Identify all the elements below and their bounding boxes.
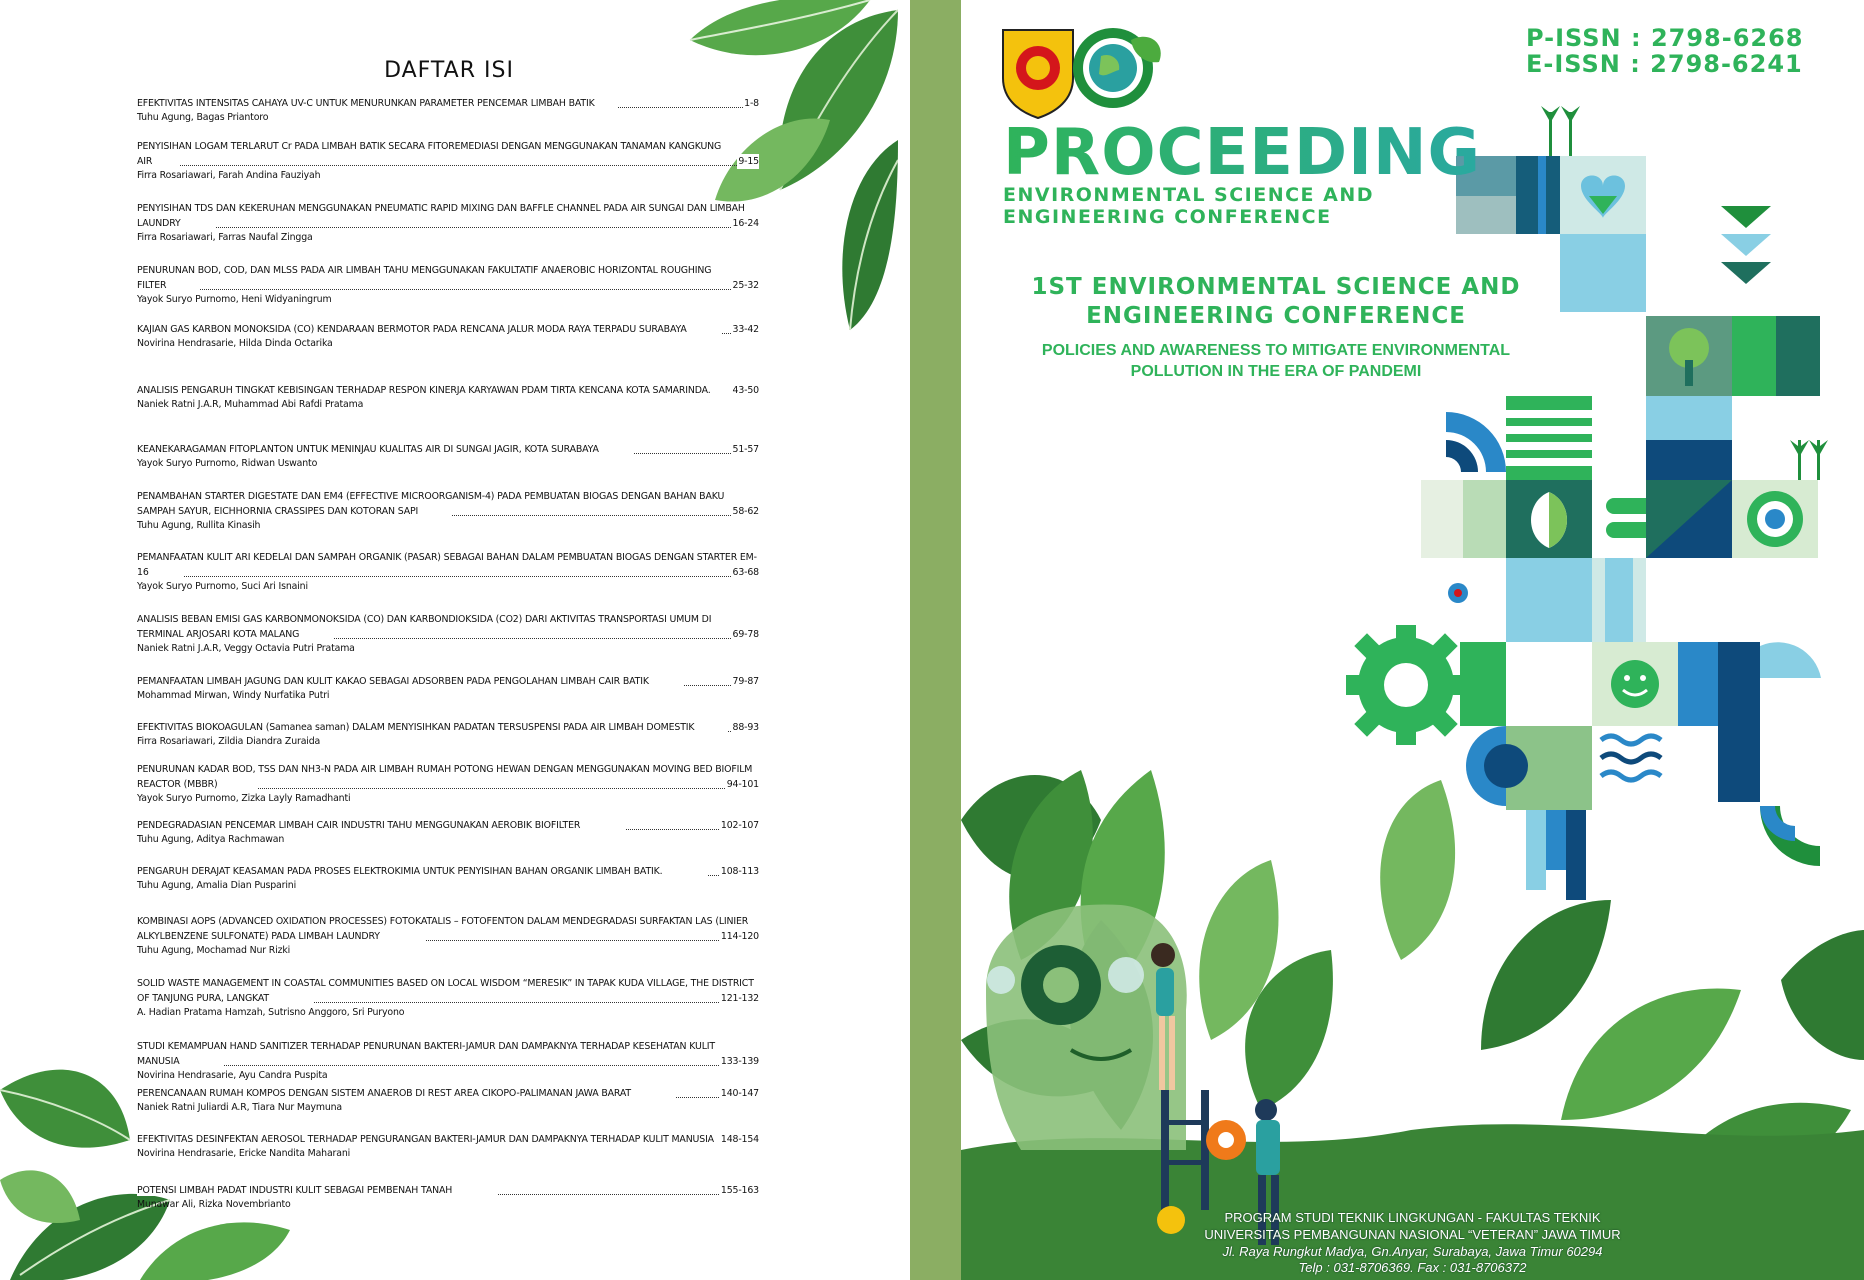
toc-entry[interactable]: [137, 1183, 759, 1211]
toc-entry-pages: 114-120: [720, 931, 759, 942]
toc-entry-pages: 155-163: [720, 1185, 759, 1196]
toc-entry-pages: 108-113: [720, 866, 759, 877]
toc-entry-pages: 58-62: [732, 506, 759, 517]
toc-entry-pages: 121-132: [720, 993, 759, 1004]
toc-entry-title-row: [137, 383, 759, 398]
toc-leader-dots: [137, 227, 759, 228]
toc-entry-authors: Mohammad Mirwan, Windy Nurfatika Putri: [137, 690, 330, 701]
toc-entry[interactable]: [137, 263, 759, 306]
toc-entry-title-row: [137, 976, 759, 1006]
toc-entry-authors: Yayok Suryo Purnomo, Zizka Layly Ramadhanti: [137, 793, 351, 804]
gear-icon: [1346, 625, 1466, 745]
toc-entry-title-row: [137, 818, 759, 833]
toc-entry[interactable]: [137, 201, 759, 244]
conference-theme-line2: POLLUTION IN THE ERA OF PANDEMI: [1130, 363, 1422, 380]
toc-entry-title-row: [137, 550, 759, 580]
toc-entry-title: SOLID WASTE MANAGEMENT IN COASTAL COMMUNITIES BASED ON LOCAL WISDOM “MERESIK” IN TAPAK KUDA VILLAGE, THE DISTRICT OF TANJUNG PURA, LANGKAT: [137, 978, 754, 1004]
cover-subtitle-line2: ENGINEERING CONFERENCE: [1003, 206, 1332, 228]
toc-entry-title: PENGARUH DERAJAT KEASAMAN PADA PROSES ELEKTROKIMIA UNTUK PENYISIHAN BAHAN ORGANIK LIMBAH BATIK.: [137, 866, 707, 877]
toc-entry-title: KOMBINASI AOPS (ADVANCED OXIDATION PROCESSES) FOTOKATALIS – FOTOFENTON DALAM MENDEGRADASI SURFAKTAN LAS (LINIER ALKYLBENZENE SULFONATE) PADA LIMBAH LAUNDRY: [137, 916, 749, 942]
toc-entry-authors: Naniek Ratni Juliardi A.R, Tiara Nur Maymuna: [137, 1102, 343, 1113]
toc-entry-pages: 133-139: [720, 1056, 759, 1067]
e-issn: E-ISSN : 2798-6241: [1526, 50, 1803, 78]
toc-entry-title: PENAMBAHAN STARTER DIGESTATE DAN EM4 (EFFECTIVE MICROORGANISM-4) PADA PEMBUATAN BIOGAS DENGAN BAHAN BAKU SAMPAH SAYUR, EICHHORNIA CRASSIPES DAN KOTORAN SAPI: [137, 491, 725, 517]
toc-entry-pages: 69-78: [732, 629, 759, 640]
toc-entry-title: PENURUNAN KADAR BOD, TSS DAN NH3-N PADA AIR LIMBAH RUMAH POTONG HEWAN DENGAN MENGGUNAKAN MOVING BED BIOFILM REACTOR (MBBR): [137, 764, 753, 790]
cover-page: [961, 0, 1864, 1280]
toc-entry[interactable]: [137, 383, 759, 411]
toc-entry[interactable]: [137, 96, 759, 124]
toc-entry-title: ANALISIS BEBAN EMISI GAS KARBONMONOKSIDA (CO) DAN KARBONDIOKSIDA (CO2) DARI AKTIVITAS TRANSPORTASI UMUM DI TERMINAL ARJOSARI KOTA MALANG: [137, 614, 712, 640]
toc-entry-authors: Novirina Hendrasarie, Hilda Dinda Octarika: [137, 338, 333, 349]
toc-entry-pages: 148-154: [720, 1134, 759, 1145]
toc-entry-pages: 79-87: [732, 676, 759, 687]
toc-entry-authors: Firra Rosariawari, Zildia Diandra Zuraida: [137, 736, 321, 747]
conference-name-line1: 1ST ENVIRONMENTAL SCIENCE AND: [1031, 274, 1521, 300]
toc-entry-title: PERENCANAAN RUMAH KOMPOS DENGAN SISTEM ANAEROB DI REST AREA CIKOPO-PALIMANAN JAWA BARAT: [137, 1088, 676, 1099]
toc-entry-title-row: [137, 864, 759, 879]
toc-entry-title: PEMANFAATAN KULIT ARI KEDELAI DAN SAMPAH ORGANIK (PASAR) SEBAGAI BAHAN DALAM PEMBUATAN BIOGAS DENGAN STARTER EM-16: [137, 552, 757, 578]
conference-name-line2: ENGINEERING CONFERENCE: [1086, 303, 1466, 329]
toc-entry-title: STUDI KEMAMPUAN HAND SANITIZER TERHADAP PENURUNAN BAKTERI-JAMUR DAN DAMPAKNYA TERHADAP KESEHATAN KULIT MANUSIA: [137, 1041, 715, 1067]
toc-entry-title-row: [137, 442, 759, 457]
cover-subtitle-line1: ENVIRONMENTAL SCIENCE AND: [1003, 184, 1375, 206]
toc-entry-title-row: [137, 1039, 759, 1069]
toc-entry-title: PEMANFAATAN LIMBAH JAGUNG DAN KULIT KAKAO SEBAGAI ADSORBEN PADA PENGOLAHAN LIMBAH CAIR BATIK: [137, 676, 683, 687]
toc-entry-pages: 102-107: [720, 820, 759, 831]
toc-entry[interactable]: [137, 1132, 759, 1160]
toc-entry-title: EFEKTIVITAS DESINFEKTAN AEROSOL TERHADAP PENGURANGAN BAKTERI-JAMUR DAN DAMPAKNYA TERHADAP KULIT MANUSIA: [137, 1134, 759, 1145]
footer-program: PROGRAM STUDI TEKNIK LINGKUNGAN - FAKULTAS TEKNIK: [1224, 1210, 1601, 1225]
toc-entry-title-row: [137, 720, 759, 735]
toc-entry-pages: 16-24: [732, 218, 759, 229]
toc-entry-authors: A. Hadian Pratama Hamzah, Sutrisno Anggoro, Sri Puryono: [137, 1007, 405, 1018]
book-spine: [910, 0, 961, 1280]
toc-leader-dots: [137, 576, 759, 577]
toc-entry[interactable]: [137, 550, 759, 593]
toc-entry[interactable]: [137, 1086, 759, 1114]
toc-entry[interactable]: [137, 1039, 759, 1082]
toc-entry-authors: Naniek Ratni J.A.R, Veggy Octavia Putri Pratama: [137, 643, 355, 654]
toc-entry-pages: 51-57: [732, 444, 759, 455]
toc-entry[interactable]: [137, 322, 759, 350]
footer-contact: Telp : 031-8706369. Fax : 031-8706372: [1298, 1260, 1527, 1275]
toc-entry-title: PENYISIHAN TDS DAN KEKERUHAN MENGGUNAKAN PNEUMATIC RAPID MIXING DAN BAFFLE CHANNEL PADA AIR SUNGAI DAN LIMBAH LAUNDRY: [137, 203, 745, 229]
toc-entry-title-row: [137, 1183, 759, 1198]
toc-entry-title: EFEKTIVITAS INTENSITAS CAHAYA UV-C UNTUK MENURUNKAN PARAMETER PENCEMAR LIMBAH BATIK: [137, 98, 617, 109]
toc-entry-title-row: [137, 322, 759, 337]
toc-entry-pages: 94-101: [726, 779, 759, 790]
toc-entry-title: PENURUNAN BOD, COD, DAN MLSS PADA AIR LIMBAH TAHU MENGGUNAKAN FAKULTATIF ANAEROBIC HORIZONTAL ROUGHING FILTER: [137, 265, 712, 291]
toc-entry[interactable]: [137, 139, 759, 182]
conference-theme-line1: POLICIES AND AWARENESS TO MITIGATE ENVIRONMENTAL: [1041, 342, 1511, 359]
toc-entry-pages: 88-93: [732, 722, 759, 733]
toc-entry-title-row: [137, 139, 759, 169]
toc-entry-authors: Tuhu Agung, Amalia Dian Pusparini: [137, 880, 297, 891]
toc-entry[interactable]: [137, 720, 759, 748]
toc-entry-authors: Yayok Suryo Purnomo, Suci Ari Isnaini: [137, 581, 308, 592]
toc-entry-authors: Novirina Hendrasarie, Ericke Nandita Maharani: [137, 1148, 351, 1159]
toc-entry-title-row: [137, 96, 759, 111]
toc-page: [0, 0, 898, 1280]
toc-leader-dots: [137, 1065, 759, 1066]
toc-entry[interactable]: [137, 864, 759, 892]
toc-entry-authors: Naniek Ratni J.A.R, Muhammad Abi Rafdi Pratama: [137, 399, 364, 410]
toc-entry-authors: Munawar Ali, Rizka Novembrianto: [137, 1199, 291, 1210]
toc-entry-title-row: [137, 263, 759, 293]
toc-entry-pages: 33-42: [732, 324, 759, 335]
toc-entry-pages: 1-8: [744, 98, 759, 109]
toc-entry-pages: 9-15: [738, 156, 759, 167]
toc-entry-title: PENDEGRADASIAN PENCEMAR LIMBAH CAIR INDUSTRI TAHU MENGGUNAKAN AEROBIK BIOFILTER: [137, 820, 625, 831]
cover-title: PROCEEDING: [1003, 116, 1482, 190]
toc-entry-pages: 63-68: [732, 567, 759, 578]
footer-address: Jl. Raya Rungkut Madya, Gn.Anyar, Surabaya, Jawa Timur 60294: [1222, 1244, 1603, 1259]
toc-entry-authors: Tuhu Agung, Bagas Priantoro: [137, 112, 269, 123]
toc-entry-title: KEANEKARAGAMAN FITOPLANTON UNTUK MENINJAU KUALITAS AIR DI SUNGAI JAGIR, KOTA SURABAYA: [137, 444, 633, 455]
foliage-illustration: [961, 770, 1864, 1280]
toc-entry[interactable]: [137, 442, 759, 470]
toc-heading: DAFTAR ISI: [384, 58, 514, 83]
toc-entry-title: PENYISIHAN LOGAM TERLARUT Cr PADA LIMBAH BATIK SECARA FITOREMEDIASI DENGAN MENGGUNAKAN TANAMAN KANGKUNG AIR: [137, 141, 722, 167]
footer-university: UNIVERSITAS PEMBANGUNAN NASIONAL “VETERAN” JAWA TIMUR: [1204, 1227, 1621, 1242]
gear-globe-logo-icon: [1073, 28, 1161, 108]
toc-entry-authors: Novirina Hendrasarie, Ayu Candra Puspita: [137, 1070, 328, 1081]
toc-entry-authors: Yayok Suryo Purnomo, Heni Widyaningrum: [137, 294, 332, 305]
toc-entry-title-row: [137, 1132, 759, 1147]
p-issn: P-ISSN : 2798-6268: [1526, 24, 1804, 52]
toc-entry-title-row: [137, 762, 759, 792]
toc-entry-title-row: [137, 201, 759, 231]
toc-entry[interactable]: [137, 489, 759, 532]
toc-entry-title: POTENSI LIMBAH PADAT INDUSTRI KULIT SEBAGAI PEMBENAH TANAH: [137, 1185, 497, 1196]
university-seal-icon: [1003, 30, 1073, 118]
toc-entry[interactable]: [137, 914, 759, 957]
toc-entry-pages: 25-32: [732, 280, 759, 291]
toc-entry-authors: Tuhu Agung, Mochamad Nur Rizki: [137, 945, 291, 956]
toc-entry-title-row: [137, 612, 759, 642]
toc-entry-title-row: [137, 674, 759, 689]
toc-entry-title: ANALISIS PENGARUH TINGKAT KEBISINGAN TERHADAP RESPON KINERJA KARYAWAN PDAM TIRTA KENCANA KOTA SAMARINDA.: [137, 385, 745, 396]
toc-entry[interactable]: [137, 612, 759, 655]
toc-leader-dots: [137, 165, 759, 166]
toc-entry[interactable]: [137, 976, 759, 1019]
toc-entry[interactable]: [137, 762, 759, 805]
toc-entry-authors: Yayok Suryo Purnomo, Ridwan Uswanto: [137, 458, 318, 469]
toc-entry[interactable]: [137, 674, 759, 702]
toc-entry-authors: Tuhu Agung, Aditya Rachmawan: [137, 834, 285, 845]
toc-leader-dots: [137, 289, 759, 290]
toc-entry-title: KAJIAN GAS KARBON MONOKSIDA (CO) KENDARAAN BERMOTOR PADA RENCANA JALUR MODA RAYA TERPADU SURABAYA: [137, 324, 721, 335]
toc-entry-title: EFEKTIVITAS BIOKOAGULAN (Samanea saman) DALAM MENYISIHKAN PADATAN TERSUSPENSI PADA AIR LIMBAH DOMESTIK: [137, 722, 728, 733]
toc-entry-title-row: [137, 489, 759, 519]
toc-entry-authors: Tuhu Agung, Rullita Kinasih: [137, 520, 261, 531]
toc-entry-title-row: [137, 914, 759, 944]
toc-entry-pages: 43-50: [732, 385, 759, 396]
toc-entry-authors: Firra Rosariawari, Farah Andina Fauziyah: [137, 170, 321, 181]
toc-entry-authors: Firra Rosariawari, Farras Naufal Zingga: [137, 232, 313, 243]
toc-entry-title-row: [137, 1086, 759, 1101]
page-gap: [898, 0, 910, 1280]
toc-entry[interactable]: [137, 818, 759, 846]
toc-entry-pages: 140-147: [720, 1088, 759, 1099]
